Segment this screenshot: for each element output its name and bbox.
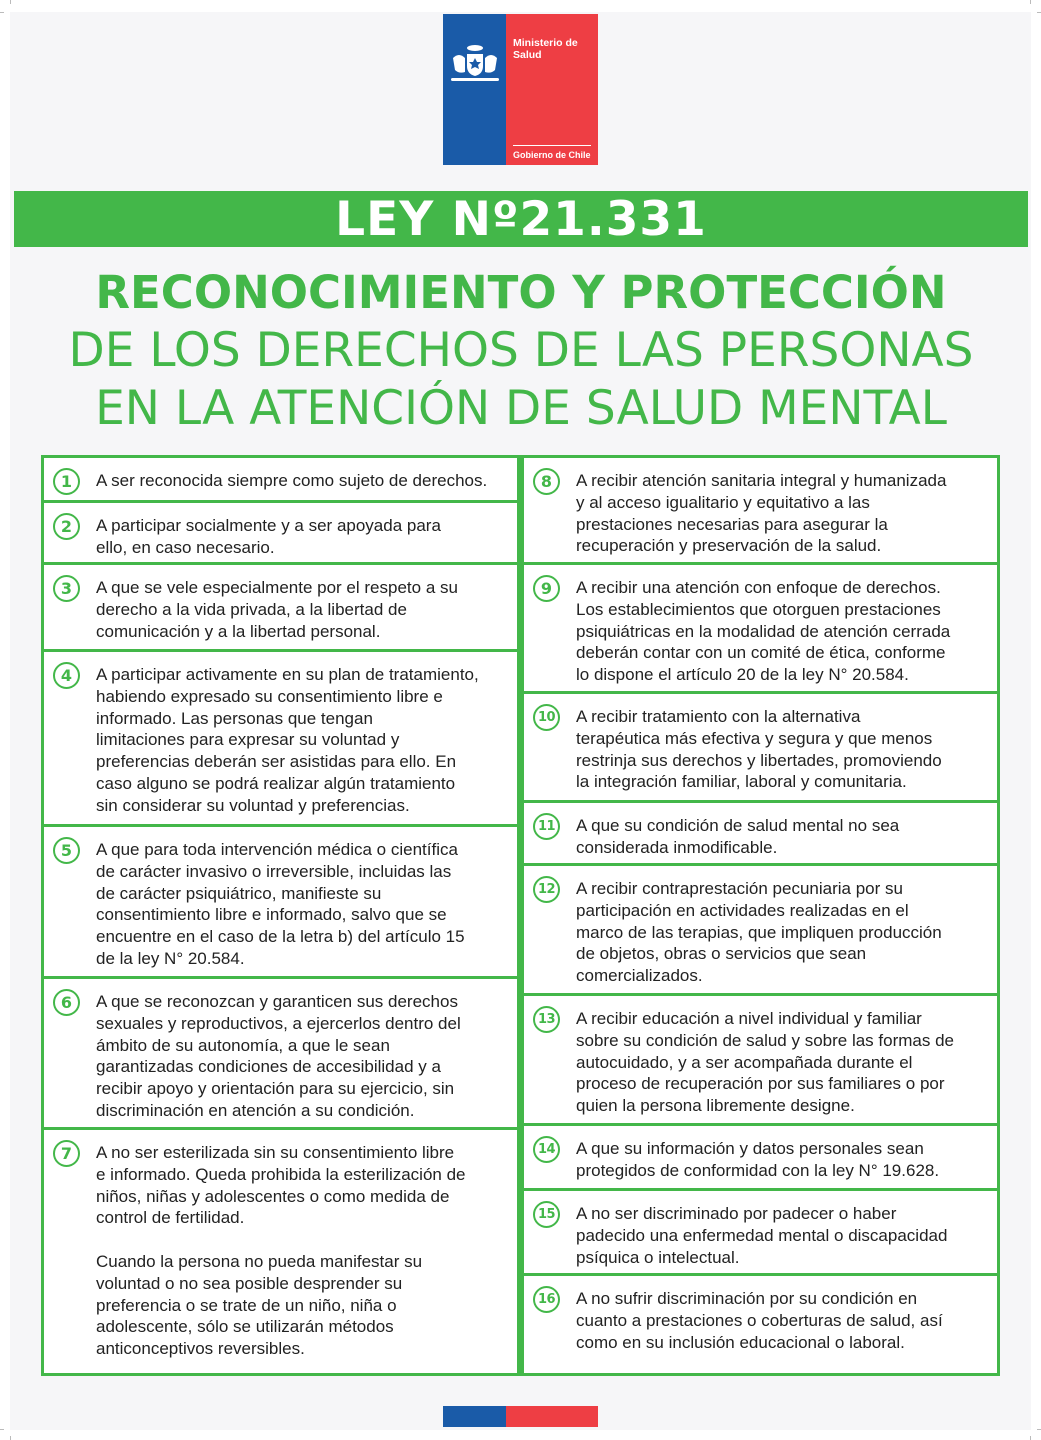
right-text: A que se reconozcan y garanticen sus derechos sexuales y reproductivos, a ejercerlos dentro del ámbito de su autonomía, a que le sean garantizadas condiciones de accesibilidad y a recibir apoyo y orientación para su ejercicio, sin discriminación en atención a su condición. — [96, 992, 461, 1120]
right-number-badge: 2 — [53, 513, 80, 540]
right-text: A no ser discriminado por padecer o haber padecido una enfermedad mental o discapacidad psíquica o intelectual. — [576, 1204, 948, 1267]
right-item — [44, 458, 517, 500]
right-number-badge: 6 — [53, 989, 80, 1016]
rights-column-right — [524, 458, 997, 1373]
right-text: A recibir una atención con enfoque de derechos. Los establecimientos que otorguen prestaciones psiquiátricas en la modalidad de atención cerrada deberán contar con un comité de ética, conforme lo dispone el artículo 20 de la ley N° 20.584. — [576, 578, 951, 685]
right-item — [44, 827, 517, 976]
crop-mark — [10, 1436, 11, 1440]
right-item — [44, 565, 517, 649]
right-number-badge: 16 — [533, 1286, 560, 1313]
logo-blue-block — [443, 14, 506, 165]
crop-mark — [1037, 12, 1041, 13]
right-item — [524, 803, 997, 863]
right-item — [524, 565, 997, 691]
heading-line-2: DE LOS DERECHOS DE LAS PERSONAS — [68, 323, 974, 378]
right-text: A que su información y datos personales sean protegidos de conformidad con la ley N° 19.628. — [576, 1139, 940, 1180]
right-item — [524, 1191, 997, 1273]
right-number-badge: 5 — [53, 837, 80, 864]
right-item — [524, 996, 997, 1123]
right-number-badge: 13 — [533, 1006, 560, 1033]
crop-mark — [1037, 1429, 1041, 1430]
right-item — [44, 503, 517, 562]
right-item — [524, 866, 997, 993]
crop-mark — [1030, 1436, 1031, 1440]
right-number-badge: 7 — [53, 1140, 80, 1167]
right-number-badge: 12 — [533, 876, 560, 903]
right-text: A que se vele especialmente por el respeto a su derecho a la vida privada, a la libertad de comunicación y a la libertad personal. — [96, 578, 458, 641]
law-banner — [14, 191, 1028, 247]
rights-grid — [41, 455, 1000, 1376]
right-text: A ser reconocida siempre como sujeto de derechos. — [96, 471, 488, 490]
right-number-badge: 14 — [533, 1136, 560, 1163]
ministry-name: Ministerio de Salud — [513, 37, 578, 61]
right-item — [524, 1276, 997, 1373]
right-item — [44, 1130, 517, 1373]
right-text: A no sufrir discriminación por su condición en cuanto a prestaciones o coberturas de salud, así como en su inclusión educacional o laboral. — [576, 1289, 943, 1352]
chile-coat-of-arms-icon — [449, 40, 501, 84]
right-text: A participar activamente en su plan de tratamiento, habiendo expresado su consentimiento libre e informado. Las personas que tengan limitaciones para expresar su voluntad y preferencias deberán ser asistidas para ello. En caso alguno se podrá realizar algún tratamiento sin considerar su voluntad y preferencias. — [96, 665, 479, 815]
heading-line-1: RECONOCIMIENTO Y PROTECCIÓN — [95, 266, 947, 319]
ministry-logo — [443, 14, 598, 165]
right-item — [44, 652, 517, 824]
right-text: A que su condición de salud mental no sea considerada inmodificable. — [576, 816, 900, 857]
right-number-badge: 1 — [53, 468, 80, 495]
right-text: A recibir atención sanitaria integral y humanizada y al acceso igualitario y equitativo a las prestaciones necesarias para asegurar la recuperación y preservación de la salud. — [576, 471, 947, 556]
right-text: A participar socialmente y a ser apoyada para ello, en caso necesario. — [96, 516, 441, 557]
right-item — [524, 694, 997, 800]
crop-mark — [0, 12, 4, 13]
right-number-badge: 9 — [533, 575, 560, 602]
right-text: A recibir tratamiento con la alternativa terapéutica más efectiva y segura y que menos restrinja sus derechos y libertades, promoviendo la integración familiar, laboral y comunitaria. — [576, 707, 942, 792]
right-item — [524, 458, 997, 562]
right-number-badge: 10 — [533, 704, 560, 731]
crop-mark — [10, 0, 11, 4]
right-text: A que para toda intervención médica o científica de carácter invasivo o irreversible, incluidas las de carácter psiquiátrico, manifieste su consentimiento libre e informado, salvo que se encuentre en el caso de la letra b) del artículo 15 de la ley N° 20.584. — [96, 840, 465, 968]
crop-mark — [0, 1429, 4, 1430]
rights-column-left — [44, 458, 517, 1373]
right-number-badge: 11 — [533, 813, 560, 840]
right-text: A recibir contraprestación pecuniaria por su participación en actividades realizadas en el marco de las terapias, que impliquen producción de objetos, obras o servicios que sean comercializados. — [576, 879, 942, 986]
right-number-badge: 3 — [53, 575, 80, 602]
right-text: A recibir educación a nivel individual y familiar sobre su condición de salud y sobre las formas de autocuidado, y a ser acompañada durante el proceso de recuperación por sus familiares o por quien la persona libremente designe. — [576, 1009, 954, 1116]
flag-bar-red — [506, 1406, 598, 1427]
crop-mark — [1030, 0, 1031, 4]
flag-bar-blue — [443, 1406, 506, 1427]
right-number-badge: 8 — [533, 468, 560, 495]
law-title: LEY Nº21.331 — [335, 191, 707, 247]
government-name: Gobierno de Chile — [513, 150, 591, 160]
right-item — [524, 1126, 997, 1188]
right-number-badge: 15 — [533, 1201, 560, 1228]
heading-line-3: EN LA ATENCIÓN DE SALUD MENTAL — [95, 381, 947, 436]
logo-divider — [513, 145, 591, 146]
right-item — [44, 979, 517, 1127]
right-text: A no ser esterilizada sin su consentimiento libre e informado. Queda prohibida la esterilización de niños, niñas y adolescentes o como medida de control de fertilidad. Cuando la persona no pueda manifestar su voluntad o no sea posible desprender su preferencia o se trate de un niño, niña o adolescente, sólo se utilizarán métodos anticonceptivos reversibles. — [96, 1143, 466, 1359]
right-number-badge: 4 — [53, 662, 80, 689]
